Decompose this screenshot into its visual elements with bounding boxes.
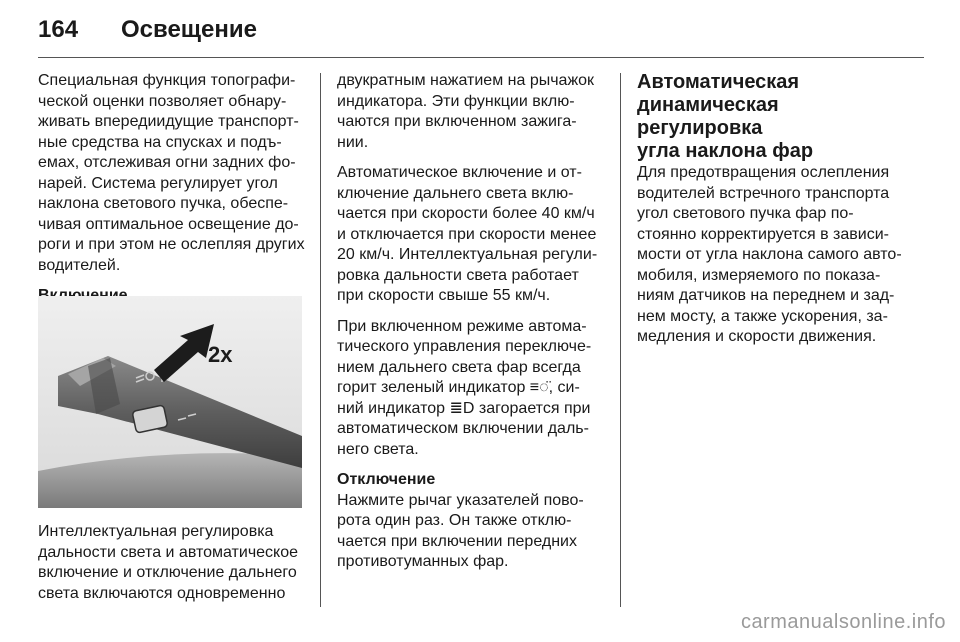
figure-label: 2x xyxy=(208,342,233,367)
column-divider-2 xyxy=(620,73,621,607)
watermark: carmanualsonline.info xyxy=(740,611,946,633)
page-number: 164 xyxy=(38,16,79,43)
header-rule xyxy=(38,57,924,58)
column-3 xyxy=(637,71,907,358)
col2-paragraph-2: Автоматическое включение и от- ключение дальнего света вклю- чается при скорости более 40 км/ч и отключается при скорости менее 20 км/ч. Интеллектуальная регули- ровка дальности света работает при скорости свыше 55 км/ч. xyxy=(337,164,598,304)
figure-caption: Интеллектуальная регулировка дальности света и автоматическое включение и отключение дальнего света включаются одновременно xyxy=(38,523,299,602)
intro-paragraph: Специальная функция топографи- ческой оценки позволяет обнару- живать впередиидущие транспорт- ные средства на спусках и подъ- емах, отслеживая огни задних фо- нарей. Система регулирует угол наклона светового пучка, обеспе- чивая оптимальное освещение до- роги и при этом не ослепляя других водителей. xyxy=(38,72,305,274)
page-title: Освещение xyxy=(121,16,257,43)
column-2 xyxy=(337,71,605,583)
lever-illustration xyxy=(38,296,302,508)
col3-paragraph-1: Для предотвращения ослепления водителей встречного транспорта угол светового пучка фар по- стоянно корректируется в зависи- мости от угла наклона самого авто- мобиля, измеряемого по показа- ниям датчиков на переднем и зад- нем мосту, а также ускорения, за- медления и скорости движения. xyxy=(637,164,902,345)
col2-paragraph-3: При включенном режиме автома- тического управления переключе- нием дальнего света фар всегда горит зеленый индикатор ≡◌̈, си- ний индикатор ≣D загорается при автоматическом включении даль- него света. xyxy=(337,317,592,458)
section-heading-auto-leveling: Автоматическая динамическая регулировка угла наклона фар xyxy=(637,71,814,162)
col2-paragraph-1: двукратным нажатием на рычажок индикатора. Эти функции вклю- чаются при включенном зажига- нии. xyxy=(337,72,595,151)
column-1 xyxy=(38,71,306,317)
column-divider-1 xyxy=(320,73,321,607)
col2-paragraph-4: Нажмите рычаг указателей пово- рота один раз. Он также отклю- чается при включении передних противотуманных фар. xyxy=(337,491,584,570)
heading-switch-off: Отключение xyxy=(337,471,436,488)
turn-signal-lever-image xyxy=(38,296,302,508)
